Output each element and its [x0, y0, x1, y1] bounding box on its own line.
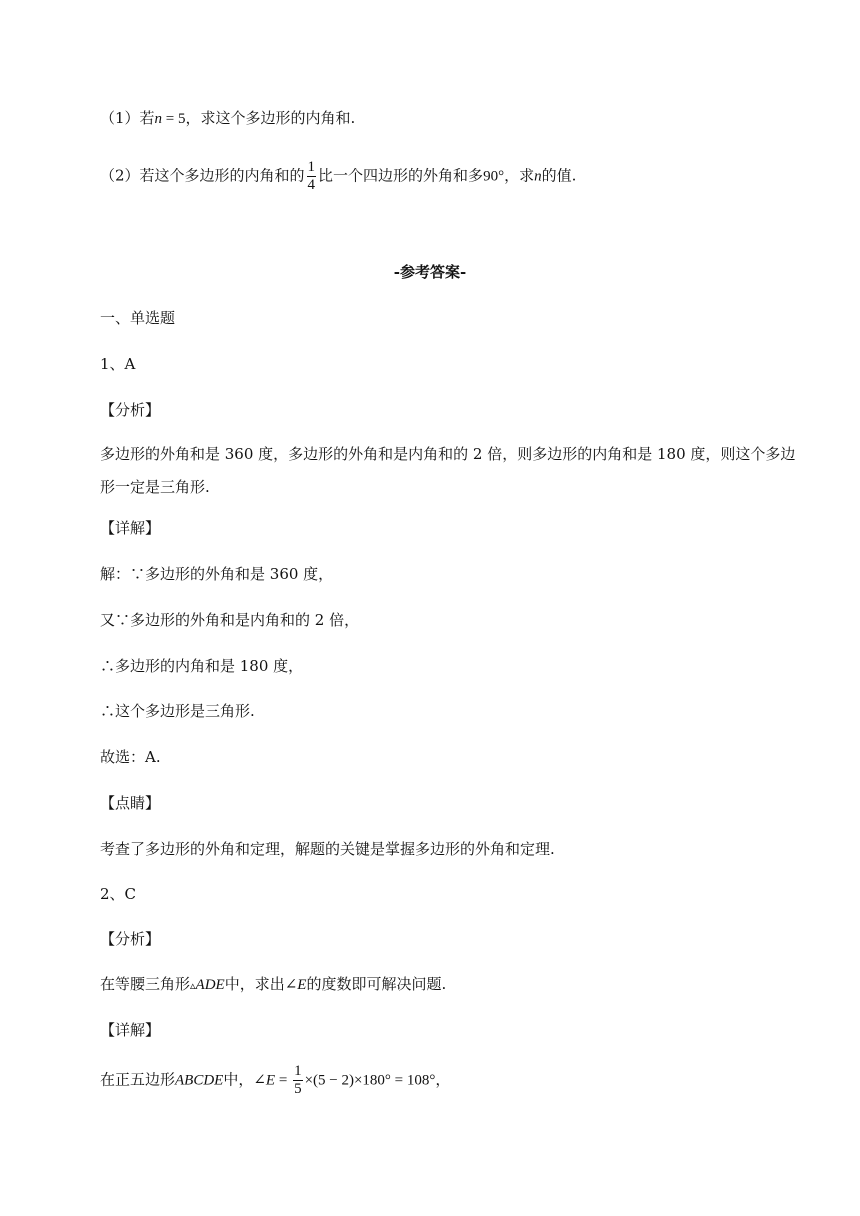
q2-after: ，求: [504, 166, 535, 185]
eq-sign: =: [275, 1072, 292, 1089]
q1-var-n: n: [154, 111, 163, 127]
item2-analysis-pre: 在等腰三角形: [100, 975, 191, 993]
q1-eq: = 5: [162, 111, 186, 127]
angle-e: ∠E: [284, 977, 307, 993]
section-title: 一、单选题: [100, 309, 176, 327]
item1-number: 1、A: [100, 355, 136, 373]
item2-analysis-tag: 【分析】: [100, 930, 161, 948]
q1-suffix: ，求这个多边形的内角和.: [185, 109, 356, 127]
item1-comment: 考查了多边形的外角和定理，解题的关键是掌握多边形的外角和定理.: [100, 840, 555, 858]
question-2: [100, 160, 576, 193]
q2-frac-num: 1: [307, 159, 316, 175]
q2-fraction: [307, 160, 317, 193]
triangle-symbol: ▵: [190, 979, 196, 992]
item2-detail-tag: 【详解】: [100, 1021, 161, 1039]
item1-analysis-tag: 【分析】: [100, 401, 161, 419]
item1-step-5: 故选：A.: [100, 748, 161, 766]
eq-rhs: ×(5 − 2)×180° = 108°: [304, 1072, 436, 1089]
eq-frac-num: 1: [294, 1063, 302, 1079]
item2-number: 2、C: [100, 885, 137, 903]
triangle-ade: ADE: [195, 977, 225, 993]
answer-title: -参考答案-: [393, 263, 467, 281]
q2-degree: 90°: [483, 168, 505, 185]
item1-step-2: 又∵多边形的外角和是内角和的 2 倍，: [100, 611, 360, 629]
item2-detail-mid: 中，: [223, 1070, 254, 1089]
item1-analysis: 多边形的外角和是 360 度，多边形的外角和是内角和的 2 倍，则多边形的内角和是 180 度，则这个多边形一定是三角形.: [100, 445, 796, 496]
item1-step-4: ∴这个多边形是三角形.: [100, 702, 255, 720]
item2-analysis-post: 的度数即可解决问题.: [306, 975, 447, 993]
item2-analysis-mid: 中，求出: [224, 975, 285, 993]
q1-prefix: （1）若: [100, 109, 155, 127]
question-1: [100, 108, 355, 129]
item1-step-1: 解：∵多边形的外角和是 360 度，: [100, 565, 334, 583]
q2-middle: 比一个四边形的外角和多: [318, 166, 484, 185]
item2-detail: [100, 1064, 450, 1097]
item1-detail-tag: 【详解】: [100, 519, 161, 537]
eq-lhs: ∠E: [253, 1072, 276, 1089]
q2-var-n: n: [534, 168, 542, 185]
item2-detail-pre: 在正五边形: [100, 1070, 176, 1089]
q2-suffix: 的值.: [541, 166, 577, 185]
eq-frac-den: 5: [294, 1081, 302, 1097]
eq-fraction: [293, 1064, 303, 1097]
item2-analysis: [100, 974, 446, 996]
pentagon-abcde: ABCDE: [175, 1072, 224, 1089]
item1-comment-tag: 【点睛】: [100, 794, 161, 812]
item1-step-3: ∴多边形的内角和是 180 度，: [100, 657, 304, 675]
q2-frac-den: 4: [307, 177, 316, 193]
eq-end: ，: [435, 1070, 451, 1089]
q2-prefix: （2）若这个多边形的内角和的: [100, 166, 305, 185]
